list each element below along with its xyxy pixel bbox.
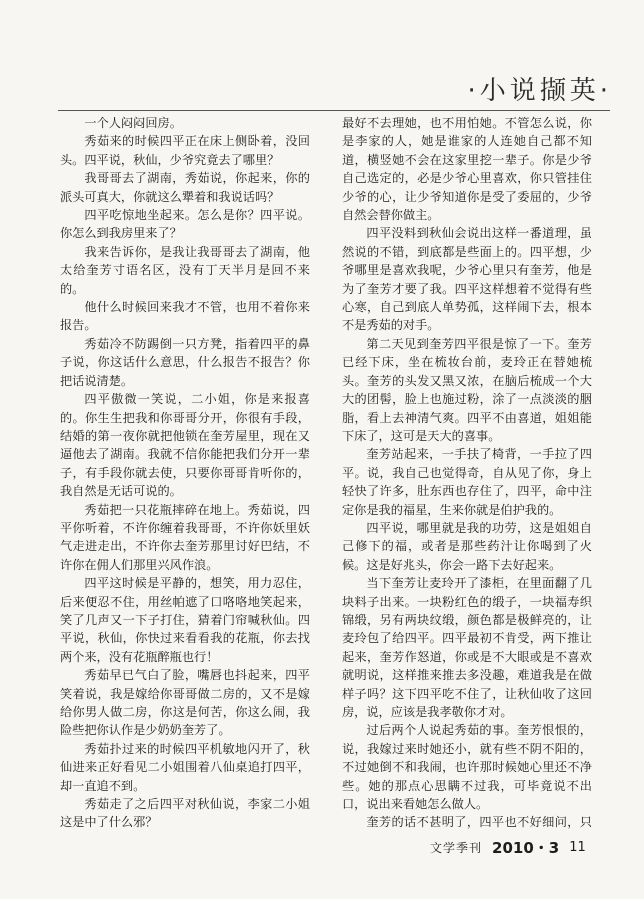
page-number: 11 xyxy=(569,839,586,855)
left-column xyxy=(60,114,310,834)
paragraph: 奎芳的话不甚明了，四平也不好细问，只 xyxy=(366,815,592,830)
section-header xyxy=(372,66,612,110)
journal-name: 文学季刊 xyxy=(430,840,483,855)
paragraph: 秀茹扑过来的时候四平机敏地闪开了，秋仙进来正好看见二小姐围着八仙桌追打四平，却一直追不到。 xyxy=(60,741,310,793)
paragraph: 四平没料到秋仙会说出这样一番道理，虽然说的不错，到底都是些面上的。四平想，少爷哪里是喜欢我呢，少爷心里只有奎芳，他是为了奎芳才要了我。四平这样想着不觉得有些心寒，自己到底人单势孤，这样闹下去，根本不是秀茹的对手。 xyxy=(342,226,592,333)
paragraph: 四平傲微一笑说，二小姐，你是来报喜的。你生生把我和你哥哥分开，你很有手段，结婚的第一夜你就把他锁在奎芳屋里，现在又逼他去了湖南。我就不信你能把我们分开一辈子，有手段你就去使，只要你哥哥肯听你的，我自然是无话可说的。 xyxy=(60,392,310,499)
paragraph: 秀茹冷不防踢倒一只方凳，指着四平的鼻子说，你这话什么意思，什么报告不报告？你把话说清楚。 xyxy=(60,336,310,388)
paragraph: 他什么时候回来我才不管，也用不着你来报告。 xyxy=(60,300,310,333)
paragraph: 奎芳站起来，一手扶了椅背，一手拉了四平。说，我自己也觉得奇，自从见了你，身上轻快了许多，肚东西也存住了，四平，命中注定你是我的福星，生来你就是伯护我的。 xyxy=(342,447,592,517)
issue-number: 2010・3 xyxy=(492,838,560,857)
paragraph: 秀茹来的时候四平正在床上侧卧着，没回头。四平说，秋仙，少爷究竟去了哪里？ xyxy=(60,134,310,167)
paragraph: 一个人闷闷回房。 xyxy=(84,116,182,130)
paragraph: 秀茹早已气白了脸，嘴唇也抖起来，四平笑着说，我是嫁给你哥哥做二房的，又不是嫁给你男人做二房，你这是何苦，你这么闹，我险些把你认作是少奶奶奎芳了。 xyxy=(60,668,310,738)
paragraph: 我来告诉你，是我让我哥哥去了湖南，他太给奎芳寸语名区，没有丁天半月是回不来的。 xyxy=(60,244,310,296)
paragraph: 四平这时候是平静的，想笑，用力忍住，后来便忍不住，用丝帕遮了口咯咯地笑起来，笑了几声又一下子打住，猜着门帘喊秋仙。四平说，秋仙，你快过来看看我的花瓶，你去找两个来，没有花瓶醉瓶也行！ xyxy=(60,576,310,664)
page-footer xyxy=(430,836,610,858)
paragraph: 四平吃惊地坐起来。怎么是你？四平说。你怎么到我房里来了？ xyxy=(60,208,310,241)
section-title: ·小说撷英· xyxy=(467,75,612,106)
paragraph: 当下奎芳让麦玲开了漆柜，在里面翻了几块料子出来。一块粉红色的缎子，一块福寿织锦缎，另有两块纹缎，颜色都是极鲜亮的，让麦玲包了给四平。四平最初不肯受，两下推让起来，奎芳作怒道，你或是不大眼或是不喜欢就明说，这样推来推去多没趣，难道我是在做样子吗？这下四平吃不住了，让秋仙收了这回房，说，应该是我孝敬你才对。 xyxy=(342,576,592,719)
paragraph xyxy=(60,832,310,834)
header-rule xyxy=(58,110,610,111)
paragraph-continued: 最好不去理她，也不用怕她。不管怎么说，你是李家的人，她是谁家的人连她自己都不知道，横竖她不会在这家里挖一辈子。你是少爷自己选定的，必是少爷心里喜欢，你只管挂住少爷的心，让少爷知道你是受了委屈的，少爷自然会替你做主。 xyxy=(342,116,592,223)
paragraph: 秀茹把一只花瓶摔碎在地上。秀茹说，四平你听着，不许你缠着我哥哥，不许你妖里妖气走进走出，不许你去奎芳那里讨好巴结，不许你在佣人们那里兴风作浪。 xyxy=(60,502,310,572)
paragraph: 秀茹走了之后四平对秋仙说，李家二小姐这是中了什么邪？ xyxy=(60,797,310,830)
paragraph: 第二天见到奎芳四平很是惊了一下。奎芳已经下床，坐在梳妆台前，麦玲正在替她梳头。奎芳的头发又黑又浓，在脑后梳成一个大大的团髻，脸上也施过粉，涂了一点淡淡的胭脂，看上去神清气爽。四平不由喜道，姐姐能下床了，这可是天大的喜事。 xyxy=(342,336,592,443)
paragraph: 过后两个人说起秀茹的事。奎芳恨恨的，说，我嫁过来时她还小，就有些不阴不阳的，不过她倒不和我闹，也许那时候她心里还不净些。她的那点心思瞒不过我，可毕竟说不出口，说出来看她怎么做人。 xyxy=(342,723,592,812)
right-column xyxy=(342,114,592,834)
paragraph: 四平说，哪里就是我的功劳，这是姐姐自己修下的福，或者是那些药汁让你喝到了火候。这是好兆头，你会一路下去好起来。 xyxy=(342,520,592,572)
paragraph: 我哥哥去了湖南，秀茹说，你起来，你的派头可真大，你就这么犟着和我说话吗？ xyxy=(60,171,310,204)
